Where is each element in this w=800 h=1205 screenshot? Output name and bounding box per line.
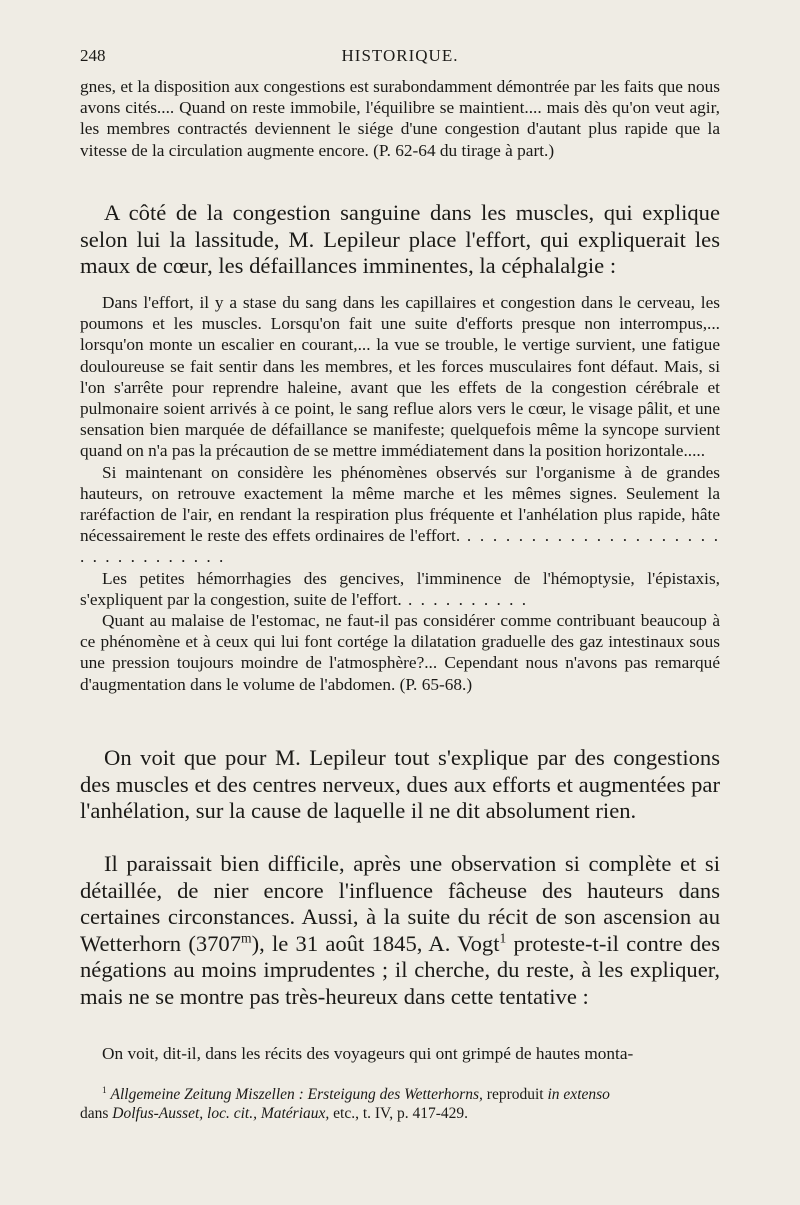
paragraph-conclusion-text: On voit que pour M. Lepileur tout s'explique par des congestions des muscles et des centres nerveux, dues aux efforts et augmentées par l'anhélation, sur la cause de laquelle il ne dit absolument rien. — [80, 745, 720, 823]
page-header — [80, 46, 720, 68]
paragraph-conclusion — [80, 745, 720, 825]
paragraph-effort — [80, 200, 720, 280]
quote-paragraph-4: Quant au malaise de l'estomac, ne faut-il pas considérer comme contribuant beaucoup à ce phénomène et à ceux qui lui font cortége la dilatation graduelle des gaz intestinaux sous une pression toujours moindre de l'atmosphère?... Cependant nous n'avons pas remarqué d'augmentation dans le volume de l'abdomen. (P. 65-68.) — [80, 611, 720, 694]
paragraph-vogt-text — [80, 851, 720, 1010]
running-title: HISTORIQUE. — [341, 46, 459, 65]
vogt-text-1: Il paraissait bien difficile, après une observation si complète et si détaillée, de nier encore l'influence fâcheuse des hauteurs dans certaines circonstances. Aussi, à la suite du récit de son ascension au Wetterhorn (3707 — [80, 851, 720, 956]
ellipsis-dots: . . . . . . . . . . . . . . . . . . . . . . . . . . . . . . . . — [80, 526, 721, 567]
paragraph-effort-text: A côté de la congestion sanguine dans les muscles, qui explique selon lui la lassitude, M. Lepileur place l'effort, qui expliquerait les maux de cœur, les défaillances imminentes, la céphalalgie : — [80, 200, 720, 278]
quote-paragraph-3 — [80, 568, 720, 610]
footnote-title: Allgemeine Zeitung Miszellen : Ersteigung des Wetterhorns, — [110, 1086, 483, 1103]
quote-continuation-text: gnes, et la disposition aux congestions est surabondamment démontrée par les faits que nous avons cités.... Quand on reste immobile, l'équilibre se maintient.... mais dès qu'on veut agir, les membres contractés deviennent le siége d'une congestion d'autant plus rapide que la vitesse de la circulation augmente encore. (P. 62-64 du tirage à part.) — [80, 77, 720, 160]
vogt-quote — [80, 1043, 720, 1064]
footnote-text — [80, 1085, 720, 1123]
superscript-m: m — [241, 929, 252, 945]
quote-paragraph-1: Dans l'effort, il y a stase du sang dans les capillaires et congestion dans le cerveau, les poumons et les muscles. Lorsqu'on fait une suite d'efforts presque non interrompus,... lorsqu'on monte un escalier en courant,... la vue se trouble, le vertige survient, une fatigue douloureuse se fait sentir dans les membres, et les forces musculaires font défaut. Mais, si l'on s'arrête pour reprendre haleine, avant que les effets de la congestion cérébrale et pulmonaire soient arrivés à ce point, le sang reflue alors vers le cœur, le visage pâlit, et une sensation bien marquée de défaillance se manifeste; quelquefois même la syncope survient quand on n'a pas la précaution de se mettre immédiatement dans la position horizontale..... — [80, 293, 720, 461]
footnote-dans: dans — [80, 1105, 113, 1122]
vogt-quote-text: On voit, dit-il, dans les récits des voyageurs qui ont grimpé de hautes monta- — [102, 1044, 634, 1063]
footnote-dolfus: Dolfus-Ausset, loc. cit., Matériaux, — [112, 1105, 330, 1122]
lepileur-quote — [80, 292, 720, 695]
footnote-reference: 1 — [499, 929, 507, 945]
footnote-reference-rest: etc., t. IV, p. 417-429. — [329, 1105, 469, 1122]
footnote-reproduit: reproduit — [482, 1086, 548, 1103]
footnote — [80, 1085, 720, 1123]
footnote-in-extenso: in extenso — [547, 1086, 610, 1103]
vogt-text-2: ), le 31 août 1845, A. Vogt — [251, 930, 500, 956]
ellipsis-dots: . . . . . . . . . . — [401, 589, 529, 609]
quote-paragraph-2 — [80, 462, 720, 568]
page-number: 248 — [80, 46, 106, 65]
paragraph-vogt — [80, 851, 720, 1010]
vogt-text-3: proteste-t-il contre des négations au moins imprudentes ; il cherche, du reste, à les expliquer, mais ne se montre pas très-heureux dans cette tentative : — [80, 930, 720, 1009]
quote-continuation — [80, 76, 720, 161]
footnote-marker: 1 — [102, 1085, 107, 1096]
quote-paragraph-3-text: Les petites hémorrhagies des gencives, l'imminence de l'hémoptysie, l'épistaxis, s'expliquent par la congestion, suite de l'effort. — [80, 568, 720, 609]
quote-paragraph-2-text: Si maintenant on considère les phénomènes observés sur l'organisme à de grandes hauteurs, on retrouve exactement la même marche et les mêmes signes. Seulement la raréfaction de l'air, en rendant la respiration plus fréquente et l'anhélation plus rapide, hâte nécessairement le reste des effets ordinaires de l'effort. — [80, 462, 720, 546]
